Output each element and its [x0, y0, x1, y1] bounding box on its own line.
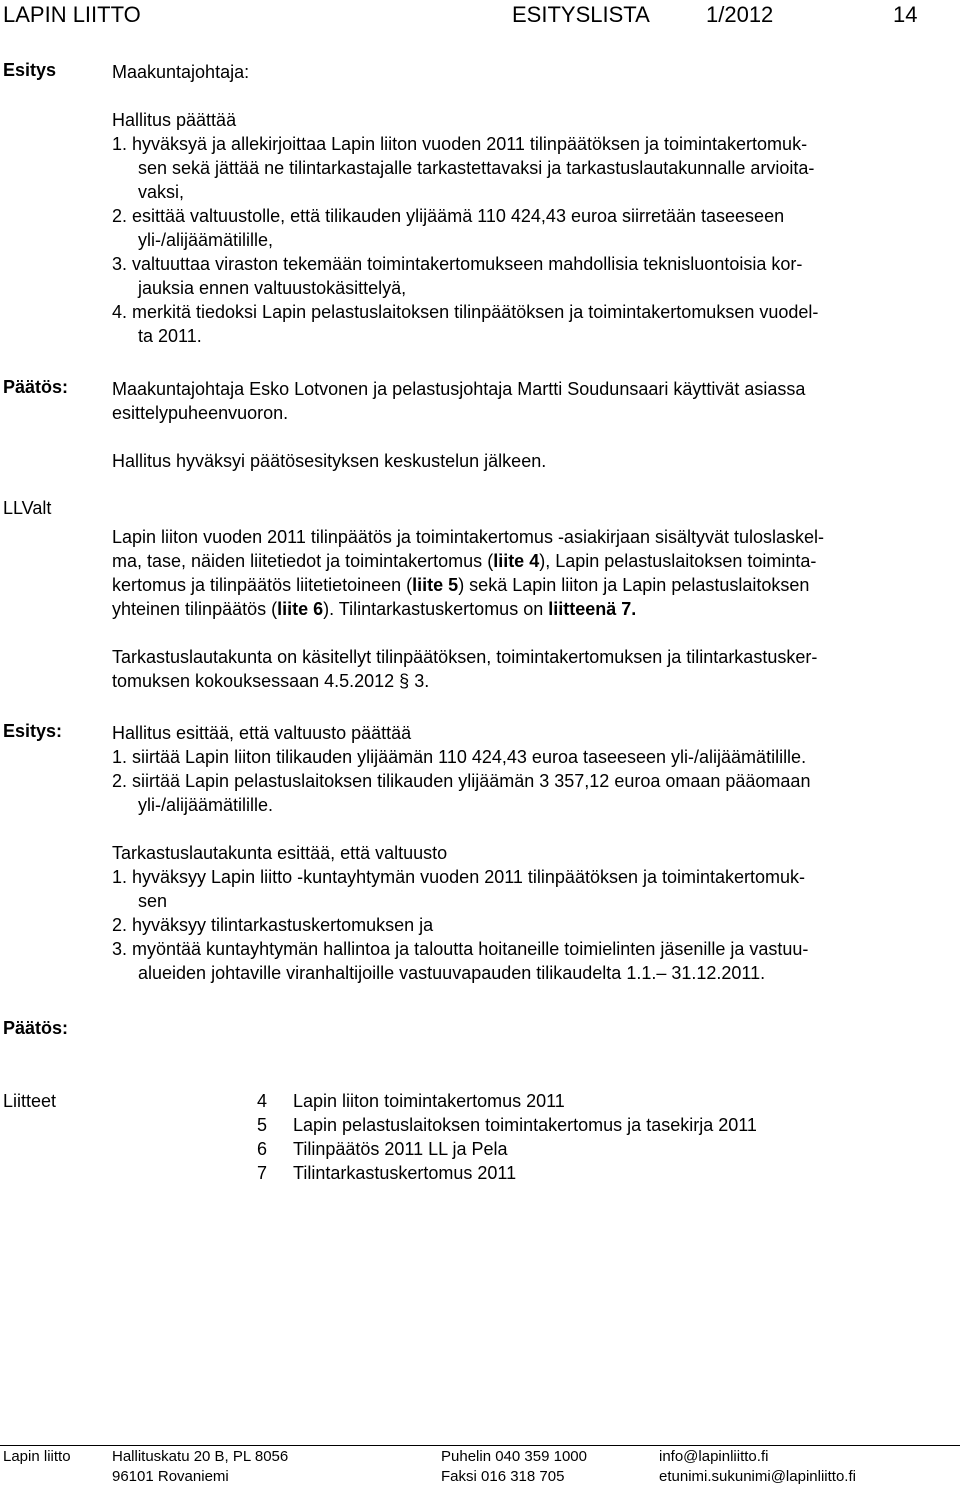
header-doc-type: ESITYSLISTA	[512, 2, 650, 27]
footer-phone: Puhelin 040 359 1000	[441, 1448, 587, 1465]
decision-approval: Hallitus hyväksyi päätösesityksen keskustelun jälkeen.	[112, 451, 547, 471]
proposal2-item-1: 1. siirtää Lapin liiton tilikauden ylijäämän 110 424,43 euroa taseeseen yli-/alijäämätilille.	[112, 747, 807, 767]
council-section	[112, 525, 942, 693]
proposal2-lead: Hallitus esittää, että valtuusto päättää	[112, 723, 412, 743]
proposal-item-1: 1. hyväksyä ja allekirjoittaa Lapin liiton vuoden 2011 tilinpäätöksen ja toimintakertomuk-	[112, 134, 808, 154]
attachment-ref-7: liitteenä 7.	[548, 599, 637, 619]
label-esitys-2: Esitys:	[3, 721, 63, 741]
attachment-title: Lapin liiton toimintakertomus 2011	[293, 1091, 565, 1111]
decision-text: Maakuntajohtaja Esko Lotvonen ja pelastusjohtaja Martti Soudunsaari käyttivät asiassa	[112, 379, 806, 399]
footer-divider	[0, 1445, 960, 1446]
council-text: kertomus ja tilinpäätös liitetietoineen (liite 5) sekä Lapin liiton ja Lapin pelastuslaitoksen	[112, 575, 810, 595]
proposal-item-1-cont: sen sekä jättää ne tilintarkastajalle tarkastettavaksi ja tarkastuslautakunnalle arvioita-	[138, 158, 815, 178]
header-page-number: 14	[893, 2, 918, 27]
proposal-section-2	[112, 721, 942, 985]
council-text: ma, tase, näiden liitetiedot ja toimintakertomus (liite 4), Lapin pelastuslaitoksen toiminta-	[112, 551, 817, 571]
audit-proposal-item-3-cont: alueiden johtaville viranhaltijoille vastuuvapauden tilikaudelta 1.1.– 31.12.2011.	[138, 963, 766, 983]
council-text: yhteinen tilinpäätös (liite 6). Tilintarkastuskertomus on liitteenä 7.	[112, 599, 637, 619]
proposal2-item-2: 2. siirtää Lapin pelastuslaitoksen tilikauden ylijäämän 3 357,12 euroa omaan pääomaan	[112, 771, 811, 791]
header-issue: 1/2012	[706, 2, 774, 27]
label-esitys: Esitys	[3, 60, 57, 80]
footer-org: Lapin liitto	[3, 1448, 71, 1465]
proposal2-item-2-cont: yli-/alijäämätilille.	[138, 795, 274, 815]
attachment-title: Tilinpäätös 2011 LL ja Pela	[293, 1139, 508, 1159]
attachment-number: 4	[257, 1091, 268, 1111]
proposal-section	[112, 60, 942, 348]
proposal-item-2-cont: yli-/alijäämätilille,	[138, 230, 274, 250]
audit-proposal-item-3: 3. myöntää kuntayhtymän hallintoa ja taloutta hoitaneille toimielinten jäsenille ja vastuu-	[112, 939, 809, 959]
proposal-item-1-cont: vaksi,	[138, 182, 185, 202]
attachment-ref-4: liite 4	[493, 551, 540, 571]
audit-proposal-item-1-cont: sen	[138, 891, 168, 911]
audit-proposal-lead: Tarkastuslautakunta esittää, että valtuusto	[112, 843, 448, 863]
label-liitteet: Liitteet	[3, 1091, 57, 1111]
label-llvalt: LLValt	[3, 498, 52, 518]
proposal-item-4-cont: ta 2011.	[138, 326, 202, 346]
footer-city: 96101 Rovaniemi	[112, 1468, 229, 1485]
attachment-ref-6: liite 6	[277, 599, 324, 619]
attachment-number: 7	[257, 1163, 268, 1183]
proposal-item-3: 3. valtuuttaa viraston tekemään toimintakertomukseen mahdollisia teknisluontoisia kor-	[112, 254, 803, 274]
audit-proposal-item-1: 1. hyväksyy Lapin liitto -kuntayhtymän vuoden 2011 tilinpäätöksen ja toimintakertomuk-	[112, 867, 806, 887]
proposal-item-3-cont: jauksia ennen valtuustokäsittelyä,	[138, 278, 407, 298]
label-paatos-2: Päätös:	[3, 1018, 69, 1038]
decision-text-cont: esittelypuheenvuoron.	[112, 403, 289, 423]
footer-email-personal[interactable]: etunimi.sukunimi@lapinliitto.fi	[659, 1468, 856, 1485]
proposal-item-2: 2. esittää valtuustolle, että tilikauden ylijäämä 110 424,43 euroa siirretään taseeseen	[112, 206, 785, 226]
attachment-number: 6	[257, 1139, 268, 1159]
footer-street: Hallituskatu 20 B, PL 8056	[112, 1448, 289, 1465]
footer-email-info[interactable]: info@lapinliitto.fi	[659, 1448, 769, 1465]
proposal-lead: Hallitus päättää	[112, 110, 237, 130]
attachment-title: Tilintarkastuskertomus 2011	[293, 1163, 517, 1183]
footer-fax: Faksi 016 318 705	[441, 1468, 565, 1485]
audit-proposal-item-2: 2. hyväksyy tilintarkastuskertomuksen ja	[112, 915, 434, 935]
attachment-number: 5	[257, 1115, 268, 1135]
attachment-ref-5: liite 5	[412, 575, 459, 595]
audit-committee-text-cont: tomuksen kokouksessaan 4.5.2012 § 3.	[112, 671, 430, 691]
attachment-title: Lapin pelastuslaitoksen toimintakertomus ja tasekirja 2011	[293, 1115, 757, 1135]
header-org: LAPIN LIITTO	[3, 2, 141, 27]
proposer-line: Maakuntajohtaja:	[112, 62, 250, 82]
audit-committee-text: Tarkastuslautakunta on käsitellyt tilinpäätöksen, toimintakertomuksen ja tilintarkastusker-	[112, 647, 818, 667]
proposal-item-4: 4. merkitä tiedoksi Lapin pelastuslaitoksen tilinpäätöksen ja toimintakertomuksen vuodel-	[112, 302, 819, 322]
label-paatos: Päätös:	[3, 377, 69, 397]
council-text: Lapin liiton vuoden 2011 tilinpäätös ja toimintakertomus -asiakirjaan sisältyvät tuloslaskel-	[112, 527, 825, 547]
decision-section	[112, 377, 942, 473]
